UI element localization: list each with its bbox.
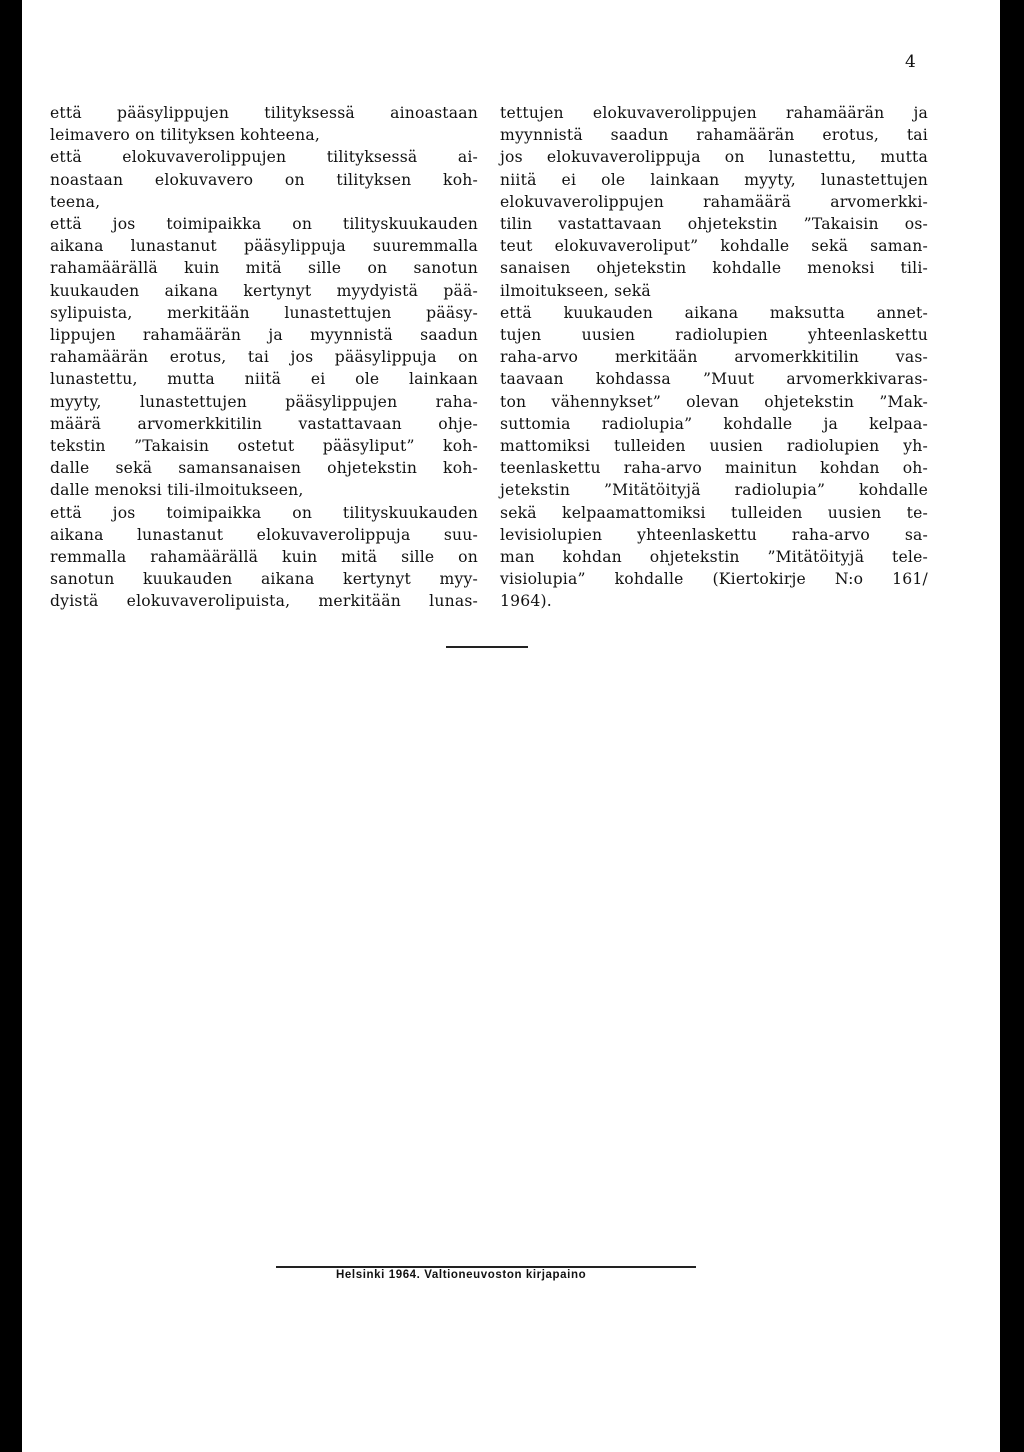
- text-line: teut elokuvaveroliput” kohdalle sekä saman-: [500, 237, 928, 256]
- text-line: sekä kelpaamattomiksi tulleiden uusien te-: [500, 503, 928, 522]
- text-line: että jos toimipaikka on tilityskuukauden: [50, 503, 478, 522]
- text-line: että elokuvaverolippujen tilityksessä ai-: [50, 148, 478, 167]
- text-line: sanotun kuukauden aikana kertynyt myy-: [50, 570, 478, 589]
- text-line: elokuvaverolippujen rahamäärä arvomerkki-: [500, 192, 928, 211]
- text-line: sylipuista, merkitään lunastettujen pääsy-: [50, 303, 478, 322]
- text-line: noastaan elokuvavero on tilityksen koh-: [50, 170, 478, 189]
- section-separator-rule: [446, 646, 528, 648]
- right-text-column: [500, 102, 928, 613]
- text-line: visiolupia” kohdalle (Kiertokirje N:o 161/: [500, 570, 928, 589]
- scan-margin-left: [22, 0, 38, 1452]
- text-line: tekstin ”Takaisin ostetut pääsyliput” koh-: [50, 437, 478, 456]
- text-line: taavaan kohdassa ”Muut arvomerkkivaras-: [500, 370, 928, 389]
- text-line: lippujen rahamäärän ja myynnistä saadun: [50, 326, 478, 345]
- text-line: jos elokuvaverolippuja on lunastettu, mutta: [500, 148, 928, 167]
- text-line: teena,: [50, 192, 101, 211]
- footer-rule: [276, 1266, 696, 1268]
- text-line: ton vähennykset” olevan ohjetekstin ”Mak-: [500, 392, 928, 411]
- text-line: myyty, lunastettujen pääsylippujen raha-: [50, 392, 478, 411]
- text-line: määrä arvomerkkitilin vastattavaan ohje-: [50, 414, 478, 433]
- text-line: dyistä elokuvaverolipuista, merkitään lunas-: [50, 592, 478, 611]
- text-line: että pääsylippujen tilityksessä ainoastaan: [50, 104, 478, 122]
- text-line: jetekstin ”Mitätöityjä radiolupia” kohdalle: [500, 481, 928, 500]
- text-line: dalle menoksi tili-ilmoitukseen,: [50, 481, 304, 500]
- text-line: rahamäärän erotus, tai jos pääsylippuja on: [50, 348, 478, 367]
- text-line: man kohdan ohjetekstin ”Mitätöityjä tele-: [500, 548, 928, 567]
- text-line: niitä ei ole lainkaan myyty, lunastettujen: [500, 170, 928, 189]
- text-line: lunastettu, mutta niitä ei ole lainkaan: [50, 370, 478, 389]
- scan-margin-right: [982, 0, 1000, 1452]
- text-line: ilmoitukseen, sekä: [500, 281, 651, 300]
- text-line: että jos toimipaikka on tilityskuukauden: [50, 215, 478, 234]
- text-line: teenlaskettu raha-arvo mainitun kohdan oh-: [500, 459, 928, 478]
- text-line: suttomia radiolupia” kohdalle ja kelpaa-: [500, 414, 928, 433]
- text-line: rahamäärällä kuin mitä sille on sanotun: [50, 259, 478, 278]
- text-line: dalle sekä samansanaisen ohjetekstin koh-: [50, 459, 478, 478]
- text-line: leimavero on tilityksen kohteena,: [50, 126, 320, 145]
- scan-border-right: [1000, 0, 1024, 1452]
- text-line: sanaisen ohjetekstin kohdalle menoksi tili-: [500, 259, 928, 278]
- text-line: tujen uusien radiolupien yhteenlaskettu: [500, 326, 928, 345]
- page-number: 4: [905, 52, 917, 72]
- text-line: myynnistä saadun rahamäärän erotus, tai: [500, 126, 928, 145]
- text-line: tilin vastattavaan ohjetekstin ”Takaisin os-: [500, 215, 928, 234]
- text-line: raha-arvo merkitään arvomerkkitilin vas-: [500, 348, 928, 367]
- text-line: tettujen elokuvaverolippujen rahamäärän ja: [500, 104, 928, 122]
- text-line: kuukauden aikana kertynyt myydyistä pää-: [50, 281, 478, 300]
- text-line: aikana lunastanut elokuvaverolippuja suu-: [50, 525, 478, 544]
- scan-border-left: [0, 0, 22, 1452]
- text-line: että kuukauden aikana maksutta annet-: [500, 303, 928, 322]
- footer-imprint: Helsinki 1964. Valtioneuvoston kirjapaino: [336, 1269, 587, 1281]
- text-line: 1964).: [500, 592, 552, 611]
- text-line: aikana lunastanut pääsylippuja suuremmalla: [50, 237, 478, 256]
- text-line: remmalla rahamäärällä kuin mitä sille on: [50, 548, 478, 567]
- left-text-column: [50, 102, 478, 613]
- text-line: mattomiksi tulleiden uusien radiolupien yh-: [500, 437, 928, 456]
- text-line: levisiolupien yhteenlaskettu raha-arvo sa-: [500, 525, 928, 544]
